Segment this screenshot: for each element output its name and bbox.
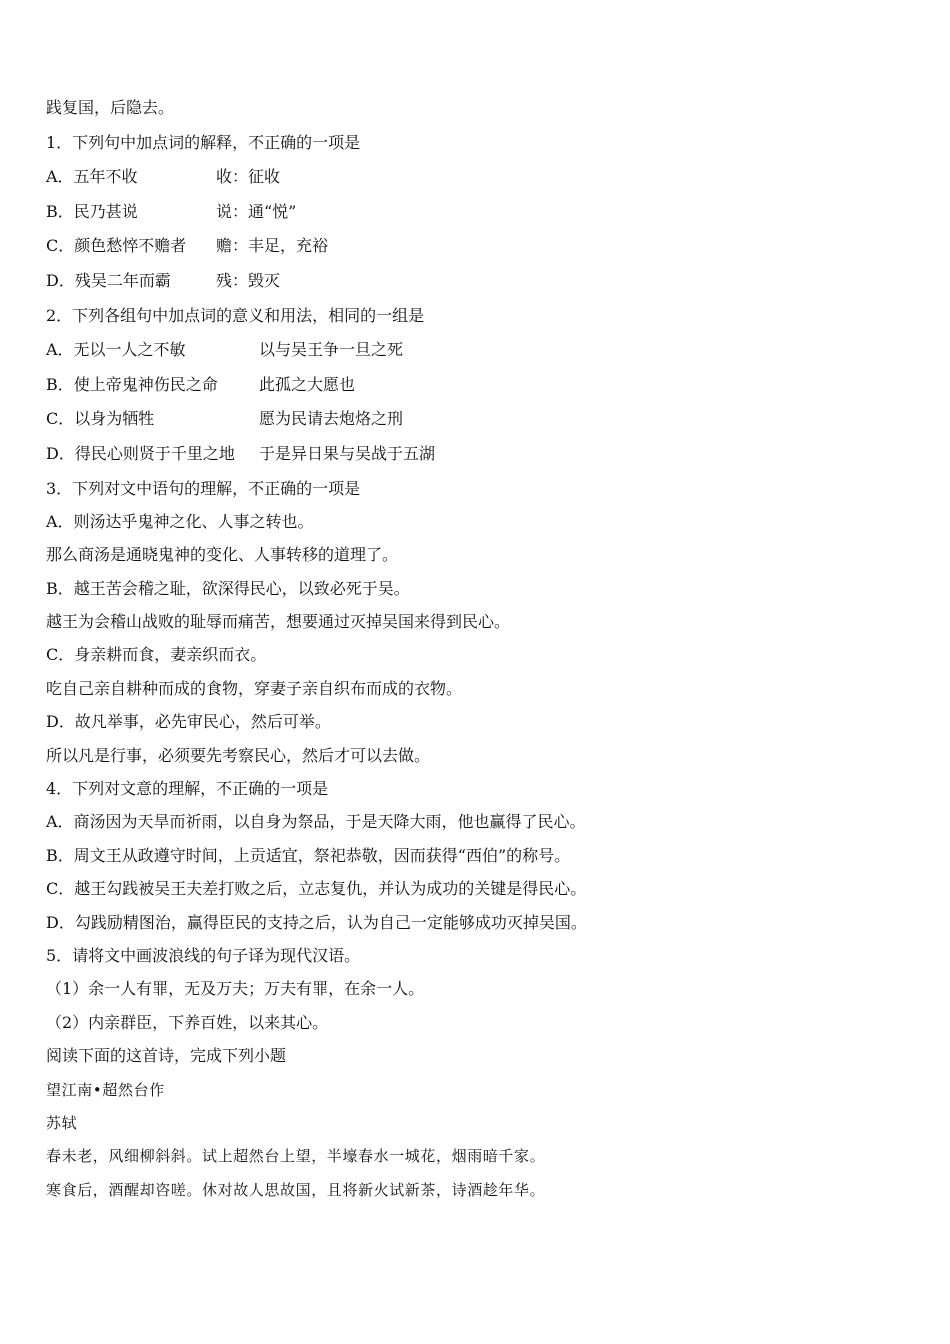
question-3-option-b: B．越王苦会稽之耻，欲深得民心，以致必死于吴。 (46, 578, 410, 598)
option-compare: 于是异日果与吴战于五湖 (259, 443, 436, 463)
option-text: B．使上帝鬼神伤民之命 (46, 374, 218, 394)
option-text: D．得民心则贤于千里之地 (46, 443, 235, 463)
question-4-option-d: D．勾践励精图治，赢得臣民的支持之后，认为自己一定能够成功灭掉吴国。 (46, 912, 587, 932)
option-text: A．五年不收 (46, 167, 138, 187)
document-page (46, 98, 916, 1213)
question-2-option-b (46, 375, 916, 395)
option-compare: 此孤之大愿也 (259, 374, 356, 394)
question-3-option-b-translation: 越王为会稽山战败的耻辱而痛苦，想要通过灭掉吴国来得到民心。 (46, 612, 511, 632)
question-4-option-c: C．越王勾践被吴王夫差打败之后，立志复仇，并认为成功的关键是得民心。 (46, 879, 587, 899)
question-3-option-d-translation: 所以凡是行事，必须要先考察民心，然后才可以去做。 (46, 745, 431, 765)
question-5-sentence-2: （2）内亲群臣，下养百姓，以来其心。 (46, 1012, 329, 1032)
question-5-stem: 5．请将文中画波浪线的句子译为现代汉语。 (46, 946, 361, 965)
option-compare: 愿为民请去炮烙之刑 (259, 409, 404, 429)
question-2-stem: 2．下列各组句中加点词的意义和用法，相同的一组是 (46, 305, 425, 325)
option-gloss: 赡：丰足，充裕 (216, 236, 329, 256)
question-1-option-d (46, 271, 916, 291)
question-4-option-a: A．商汤因为天旱而祈雨，以自身为祭品，于是天降大雨，他也赢得了民心。 (46, 812, 586, 832)
question-3-option-d: D．故凡举事，必先审民心，然后可举。 (46, 712, 331, 732)
question-3-stem: 3．下列对文中语句的理解，不正确的一项是 (46, 478, 361, 498)
question-1-option-c (46, 236, 916, 256)
question-2-option-c (46, 409, 916, 429)
poem-instruction: 阅读下面的这首诗，完成下列小题 (46, 1046, 287, 1066)
poem-author: 苏轼 (46, 1113, 78, 1132)
question-2-option-a (46, 340, 916, 360)
poem-line-1: 春未老，风细柳斜斜。试上超然台上望，半壕春水一城花，烟雨暗千家。 (46, 1147, 546, 1166)
question-5-sentence-1: （1）余一人有罪，无及万夫；万夫有罪，在余一人。 (46, 979, 425, 999)
option-compare: 以与吴王争一旦之死 (259, 340, 404, 360)
option-text: C．颜色愁悴不赡者 (46, 236, 187, 256)
question-4-option-b: B．周文王从政遵守时间，上贡适宜，祭祀恭敬，因而获得“西伯”的称号。 (46, 845, 571, 865)
question-1-stem: 1．下列句中加点词的解释，不正确的一项是 (46, 132, 361, 152)
question-3-option-c: C．身亲耕而食，妻亲织而衣。 (46, 645, 267, 665)
question-3-option-a: A．则汤达乎鬼神之化、人事之转也。 (46, 511, 314, 531)
passage-tail: 践复国，后隐去。 (46, 98, 175, 117)
option-text: A．无以一人之不敏 (46, 340, 186, 360)
option-text: B．民乃甚说 (46, 201, 138, 221)
question-2-option-d (46, 444, 916, 464)
poem-title: 望江南•超然台作 (46, 1080, 165, 1099)
question-4-stem: 4．下列对文意的理解，不正确的一项是 (46, 779, 329, 799)
question-1-option-b (46, 202, 916, 222)
option-gloss: 残：毁灭 (216, 270, 281, 290)
option-gloss: 收：征收 (216, 167, 281, 187)
question-3-option-a-translation: 那么商汤是通晓鬼神的变化、人事转移的道理了。 (46, 545, 399, 565)
option-text: C．以身为牺牲 (46, 409, 155, 429)
option-gloss: 说：通“悦” (216, 201, 297, 221)
question-1-option-a (46, 167, 916, 187)
question-3-option-c-translation: 吃自己亲自耕种而成的食物，穿妻子亲自织布而成的衣物。 (46, 678, 463, 698)
poem-line-2: 寒食后，酒醒却咨嗟。休对故人思故国，且将新火试新茶，诗酒趁年华。 (46, 1180, 546, 1199)
option-text: D．残吴二年而霸 (46, 270, 171, 290)
